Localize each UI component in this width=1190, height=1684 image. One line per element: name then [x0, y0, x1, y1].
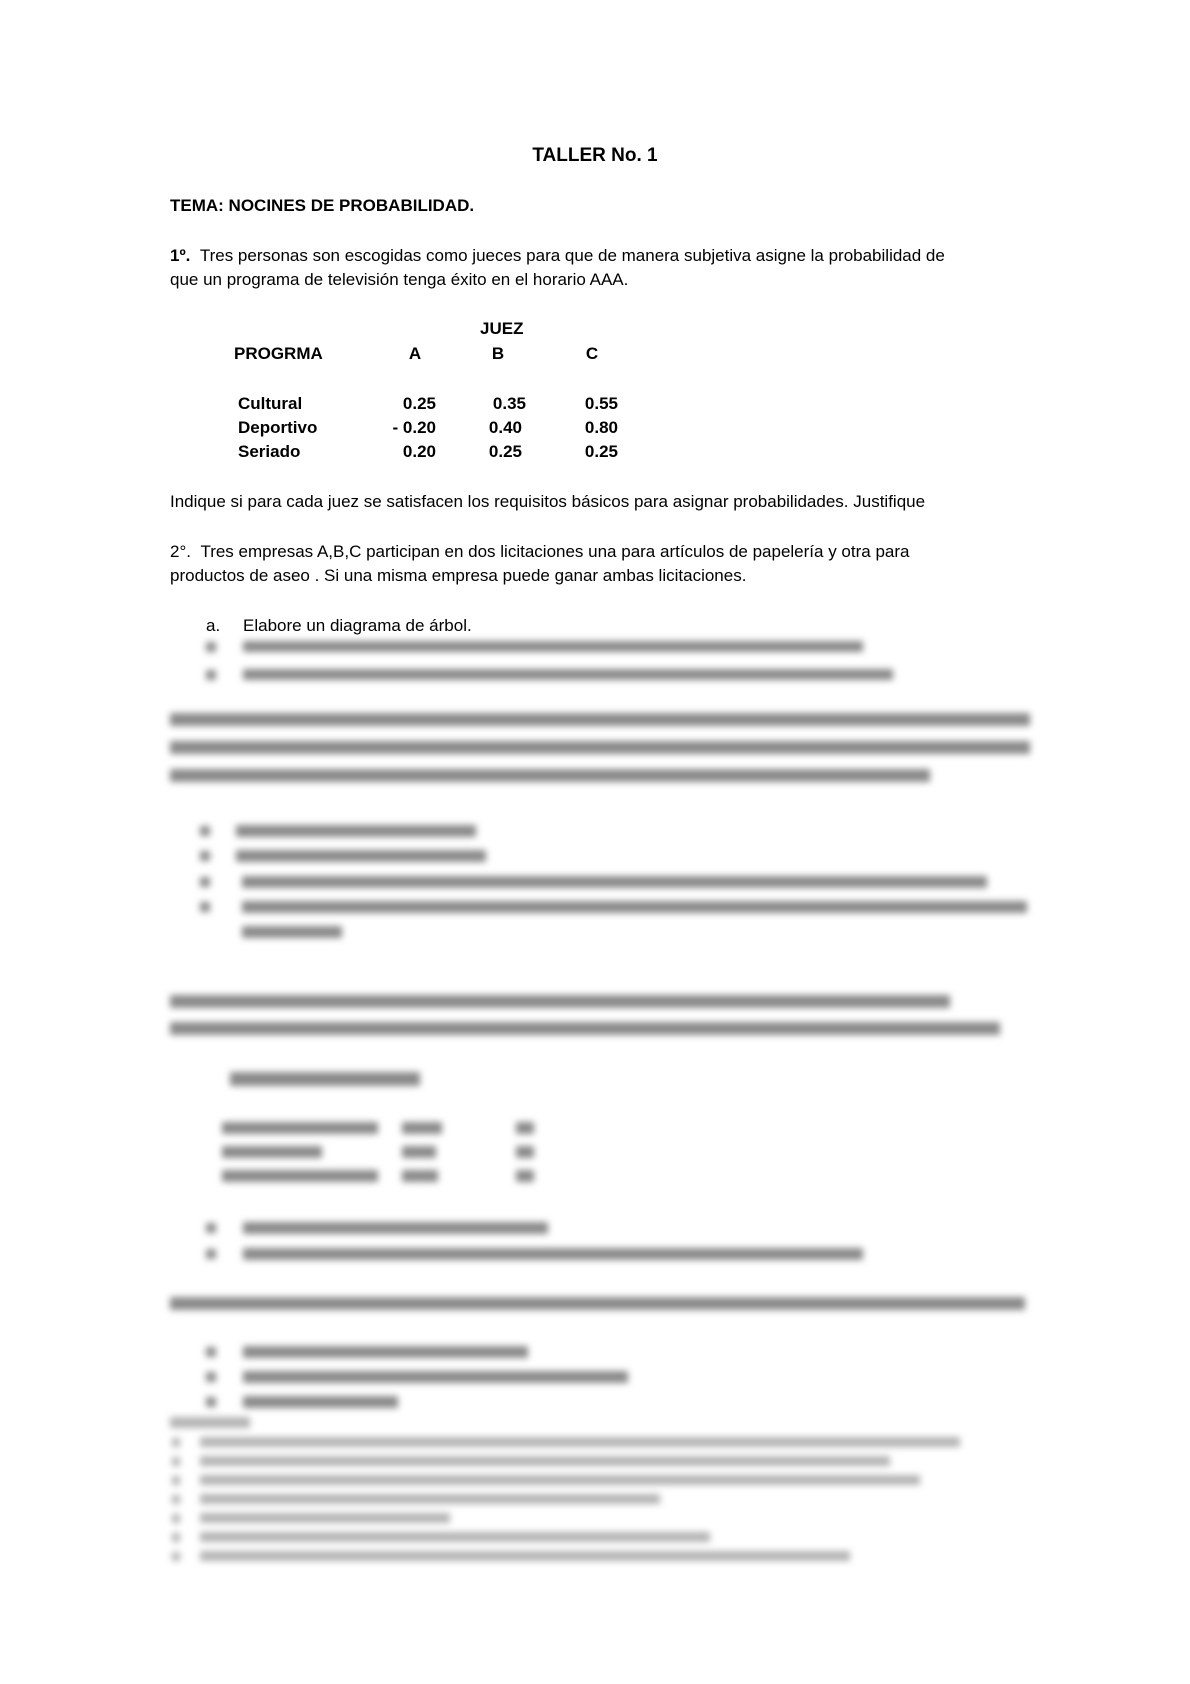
q2-line-1 [170, 540, 909, 564]
table-row-header: PROGRMA [234, 344, 323, 363]
q1-number: 1º. [170, 246, 191, 265]
q2-number: 2°. [170, 542, 191, 561]
table-cell: - 0.20 [392, 418, 436, 437]
table-group-header: JUEZ [480, 319, 524, 338]
q1-line-2: que un programa de televisión tenga éxito en el horario AAA. [170, 270, 629, 289]
table-cell: 0.55 [584, 394, 618, 413]
table-cell: 0.25 [488, 442, 522, 461]
q1-question: Indique si para cada juez se satisfacen los requisitos básicos para asignar probabilidades. Justifique [170, 492, 926, 511]
table-cell: 0.80 [584, 418, 618, 437]
table-cell: 0.35 [492, 394, 526, 413]
table-column-c: C [585, 344, 599, 363]
q2-line-2: productos de aseo . Si una misma empresa puede ganar ambas licitaciones. [170, 566, 747, 585]
table-cell: 0.25 [402, 394, 436, 413]
table-cell: 0.20 [402, 442, 436, 461]
table-column-b: B [491, 344, 505, 363]
list-item-marker: a. [206, 616, 221, 635]
table-cell: 0.25 [584, 442, 618, 461]
table-row-label: Seriado [238, 442, 301, 461]
q2-text-1: Tres empresas A,B,C participan en dos licitaciones una para artículos de papelería y otra para [200, 542, 910, 561]
q1-line-1 [170, 244, 945, 268]
table-column-a: A [408, 344, 422, 363]
table-cell: 0.40 [488, 418, 522, 437]
table-row-label: Cultural [238, 394, 303, 413]
list-item: Elabore un diagrama de árbol. [243, 616, 472, 635]
page-title-text: TALLER No. 1 [532, 145, 658, 166]
page-title [0, 145, 1190, 167]
blurred-content [0, 632, 1190, 1572]
q1-text-1: Tres personas son escogidas como jueces para que de manera subjetiva asigne la probabilidad de [199, 246, 945, 265]
table-row-label: Deportivo [238, 418, 318, 437]
topic-heading: TEMA: NOCINES DE PROBABILIDAD. [170, 196, 475, 215]
